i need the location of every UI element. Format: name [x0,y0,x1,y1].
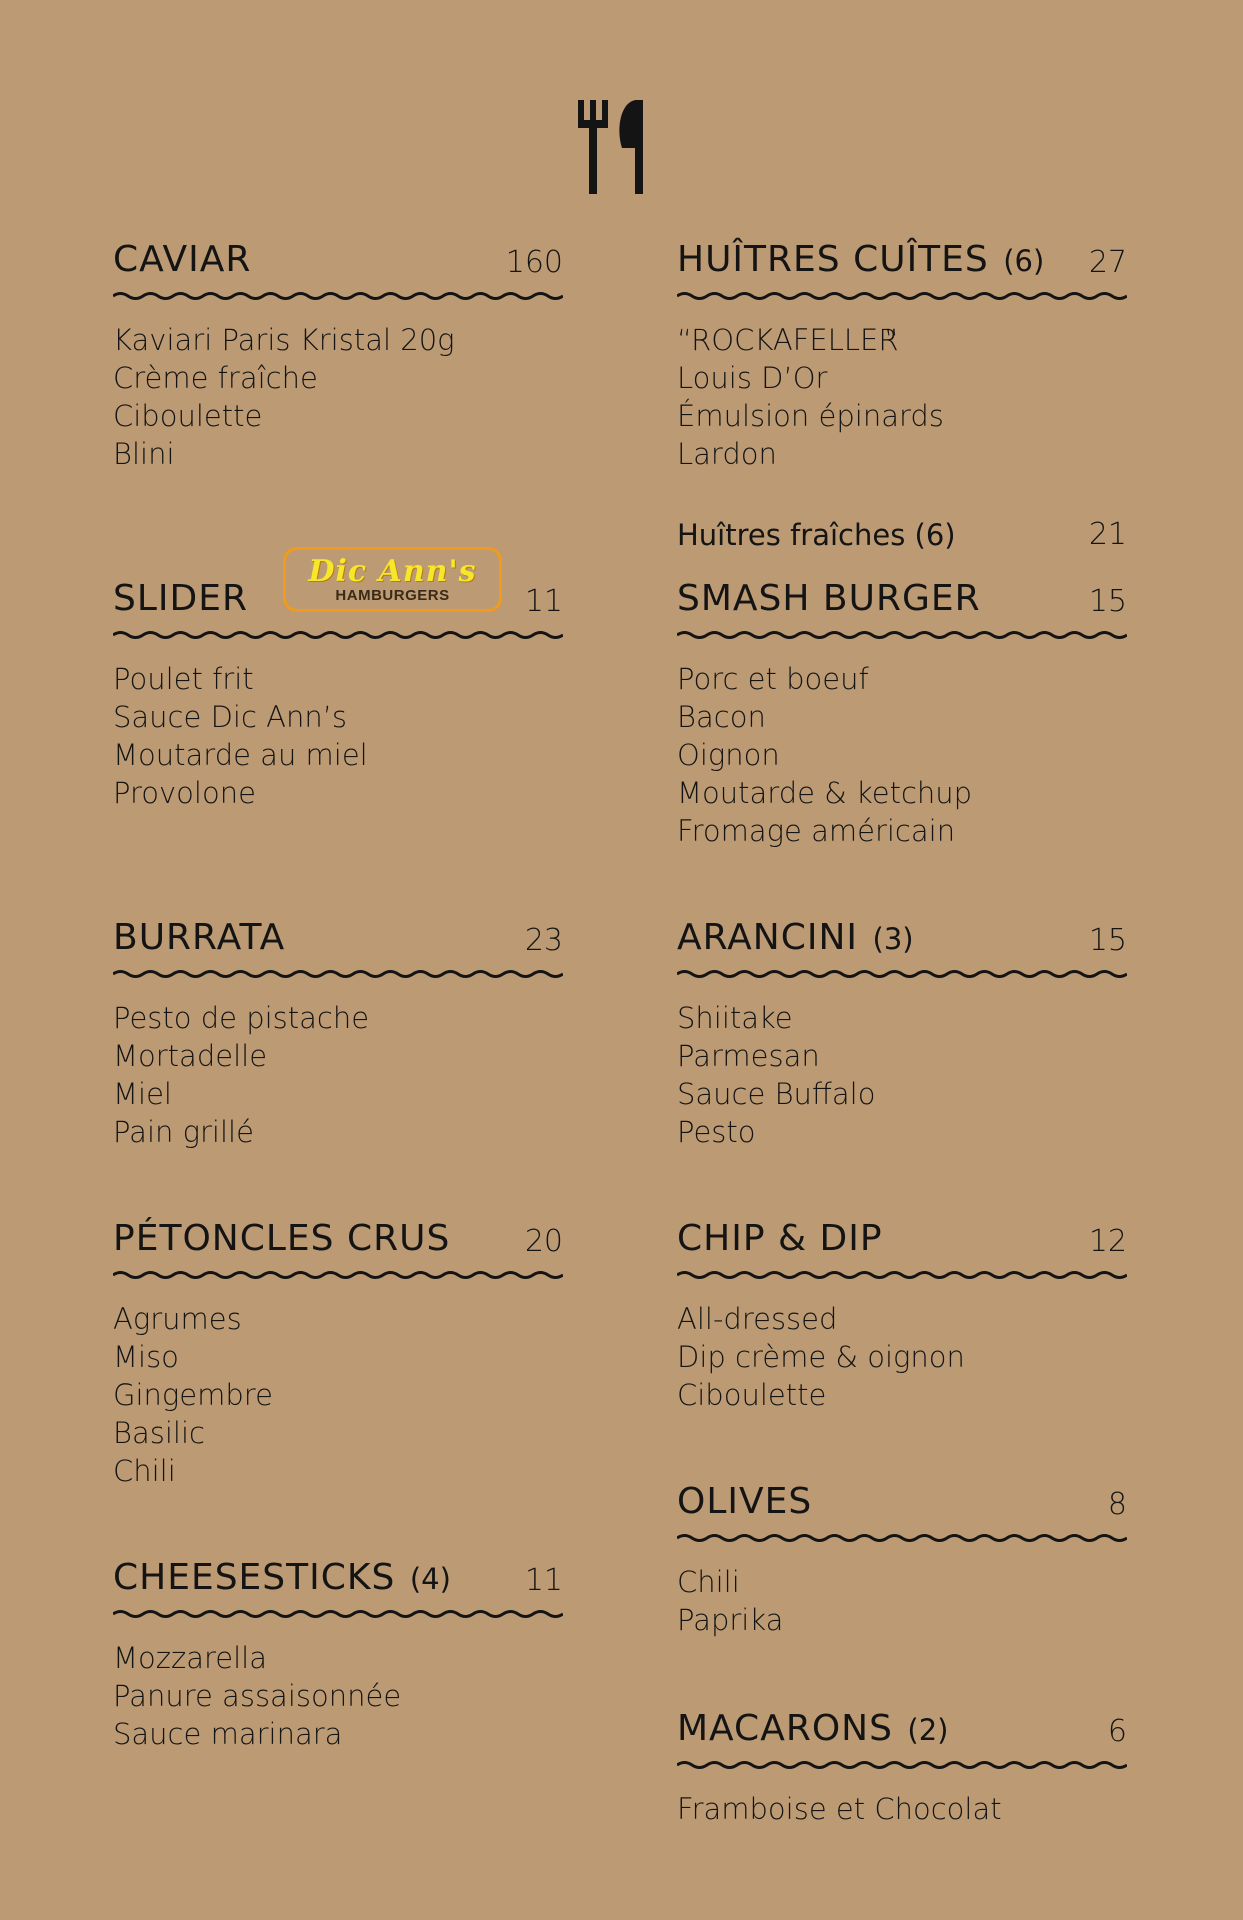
ingredient: Chili [113,1454,176,1488]
item-quantity: (2) [907,1713,949,1747]
item-title: SMASH BURGER [677,578,981,619]
ingredient: Pesto de pistache [113,1001,370,1035]
fork-knife-icon [578,100,662,194]
ingredient: Miel [113,1077,172,1111]
ingredient: Sauce Buffalo [677,1077,876,1111]
wave-line [677,1536,1127,1541]
ingredients-list [677,1563,1127,1639]
menu-item-huitres-fraiches [677,512,1127,556]
item-quantity: (3) [872,922,914,956]
wave-divider [113,966,563,982]
wave-divider [677,288,1127,304]
ingredient: Pesto [677,1115,756,1149]
item-name: ARANCINI [677,917,859,958]
item-price: 21 [1088,517,1127,552]
item-quantity: (6) [1003,244,1045,278]
ingredient: Panure assaisonnée [113,1679,402,1713]
ingredients-list [113,660,563,812]
item-title: Huîtres fraîches (6) [677,518,956,552]
item-name: HUÎTRES CUÎTES [677,239,989,280]
wave-line [113,972,563,977]
item-price: 20 [524,1224,563,1259]
item-title: CAVIAR [113,239,252,280]
ingredient: Blini [113,437,175,471]
item-quantity: (4) [409,1562,451,1596]
item-title: PÉTONCLES CRUS [113,1218,451,1259]
ingredient: Poulet frit [113,662,254,696]
wave-divider [113,288,563,304]
menu-item-petoncles-crus [113,1219,563,1490]
wave-line [677,972,1127,977]
item-price: 8 [1107,1487,1127,1522]
ingredients-list [677,321,1127,473]
ingredients-list [113,1300,563,1490]
item-price: 15 [1088,923,1127,958]
item-name: CHEESESTICKS [113,1557,396,1598]
ingredients-list [677,1300,1127,1414]
wave-divider [113,1606,563,1622]
wave-divider [677,1757,1127,1773]
item-title: SLIDER [113,578,249,619]
wave-divider [677,1530,1127,1546]
menu-item-olives [677,1482,1127,1639]
item-price: 11 [524,584,563,619]
wave-divider [113,627,563,643]
ingredient: “ROCKAFELLER‟ [677,323,914,357]
item-title: BURRATA [113,917,286,958]
item-price: 6 [1107,1714,1127,1749]
ingredient: Parmesan [677,1039,820,1073]
menu-item-cheesesticks [113,1558,563,1753]
ingredient: Moutarde au miel [113,738,368,772]
wave-line [113,633,563,638]
menu-item-arancini [677,918,1127,1151]
ingredient: Kaviari Paris Kristal 20g [113,323,455,357]
ingredient: Moutarde & ketchup [677,776,973,810]
ingredient: Miso [113,1340,179,1374]
wave-line [113,294,563,299]
wave-line [113,1612,563,1617]
ingredient: Porc et boeuf [677,662,869,696]
menu-item-macarons [677,1709,1127,1828]
menu-item-smash-burger [677,579,1127,850]
ingredient: Oignon [677,738,780,772]
menu-item-chip-dip [677,1219,1127,1414]
item-price: 160 [505,245,563,280]
menu-item-huitres-cuites [677,240,1127,473]
ingredient: Sauce marinara [113,1717,343,1751]
item-title: CHIP & DIP [677,1218,883,1259]
ingredients-list [113,321,563,473]
ingredients-list [677,660,1127,850]
menu-item-burrata [113,918,563,1151]
ingredient: Fromage américain [677,814,956,848]
wave-line [677,1763,1127,1768]
ingredient: Mortadelle [113,1039,268,1073]
ingredient: Crème fraîche [113,361,318,395]
item-name: MACARONS [677,1708,893,1749]
item-title [677,239,1044,280]
ingredient: Mozzarella [113,1641,267,1675]
ingredient: All-dressed [677,1302,838,1336]
ingredient: Sauce Dic Ann’s [113,700,348,734]
item-price: 15 [1088,584,1127,619]
ingredient: Chili [677,1565,740,1599]
dic-anns-logo [283,547,502,612]
badge-subtitle: HAMBURGERS [335,587,450,604]
ingredients-list [113,1639,563,1753]
ingredient: Ciboulette [113,399,263,433]
menu-item-slider [113,579,563,812]
ingredient: Gingembre [113,1378,273,1412]
ingredient: Émulsion épinards [677,399,944,433]
wave-line [677,633,1127,638]
ingredient: Shiitake [677,1001,793,1035]
wave-divider [677,966,1127,982]
ingredient: Provolone [113,776,256,810]
ingredient: Framboise et Chocolat [677,1792,1002,1826]
wave-divider [677,1267,1127,1283]
item-title [677,1708,949,1749]
item-price: 12 [1088,1224,1127,1259]
ingredient: Basilic [113,1416,205,1450]
item-title [677,917,914,958]
menu-item-caviar [113,240,563,473]
item-price: 11 [524,1563,563,1598]
ingredients-list [677,999,1127,1151]
wave-line [677,1273,1127,1278]
ingredient: Lardon [677,437,777,471]
wave-line [113,1273,563,1278]
wave-line [677,294,1127,299]
item-price: 23 [524,923,563,958]
wave-divider [677,627,1127,643]
item-price: 27 [1088,245,1127,280]
ingredient: Ciboulette [677,1378,827,1412]
ingredients-list [677,1790,1127,1828]
ingredients-list [113,999,563,1151]
badge-brand: Dic Ann's [308,554,477,589]
ingredient: Paprika [677,1603,784,1637]
ingredient: Pain grillé [113,1115,254,1149]
ingredient: Louis D’Or [677,361,828,395]
item-title [113,1557,451,1598]
item-title: OLIVES [677,1481,813,1522]
wave-divider [113,1267,563,1283]
ingredient: Dip crème & oignon [677,1340,965,1374]
ingredient: Agrumes [113,1302,242,1336]
ingredient: Bacon [677,700,766,734]
